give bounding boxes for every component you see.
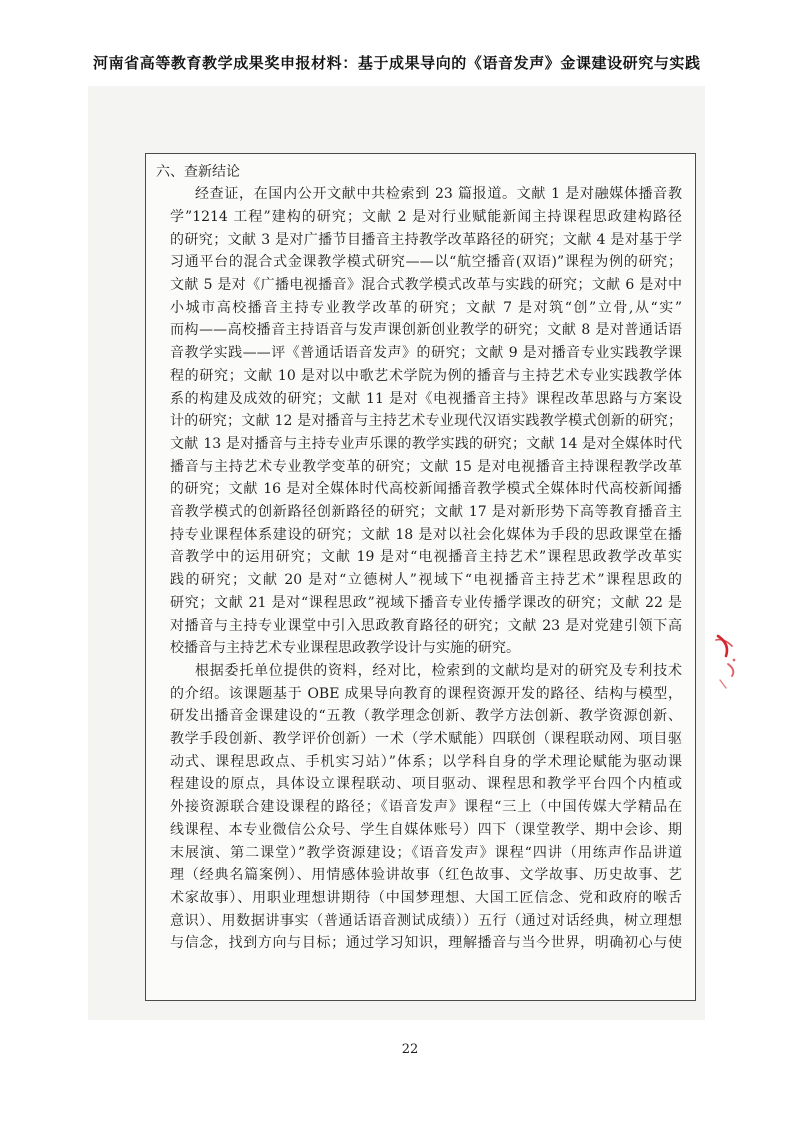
paragraph-line: 学”1214 工程”建构的研究；文献 2 是对行业赋能新闻主持课程思政建构路径	[170, 208, 682, 225]
paragraph-line: 持专业课程体系建设的研究；文献 18 是对以社会化媒体为手段的思政课堂在播	[170, 526, 682, 543]
paragraph-line: 的研究；文献 3 是对广播节目播音主持教学改革路径的研究；文献 4 是对基于学	[170, 231, 682, 248]
paragraph-line: 音教学中的运用研究；文献 19 是对“电视播音主持艺术”课程思政教学改革实	[170, 549, 682, 566]
paragraph-line: 文献 13 是对播音与主持专业声乐课的教学实践的研究；文献 14 是对全媒体时代	[170, 435, 682, 452]
paragraph-line: 程的研究；文献 10 是对以中歌艺术学院为例的播音与主持艺术专业实践教学体	[170, 367, 682, 384]
paragraph-line: 末展演、第二课堂）”教学资源建设；《语音发声》课程“四讲（用练声作品讲道	[170, 844, 682, 861]
paragraph-line: 外接资源联合建设课程的路径；《语音发声》课程“三上（中国传媒大学精品在	[170, 799, 682, 816]
paragraph-line: 理（经典名篇案例）、用情感体验讲故事（红色故事、文学故事、历史故事、艺	[170, 867, 682, 884]
paragraph-line: 与信念，找到方向与目标；通过学习知识，理解播音与当今世界，明确初心与使	[170, 935, 682, 952]
paragraph-line: 文献 5 是对《广播电视播音》混合式教学模式改革与实践的研究；文献 6 是对中	[170, 277, 682, 294]
paragraph-line: 对播音与主持专业课堂中引入思政教育路径的研究；文献 23 是对党建引领下高	[170, 617, 682, 634]
paragraph-line: 线课程、本专业微信公众号、学生自媒体账号）四下（课堂教学、期中会诊、期	[170, 821, 682, 838]
paragraph-line: 校播音与主持艺术专业课程思政教学设计与实施的研究。	[170, 640, 520, 657]
paragraph-line: 意识）、用数据讲事实（普通话语音测试成绩））五行（通过对话经典，树立理想	[170, 912, 682, 929]
paragraph-line: 音教学实践——评《普通话语音发声》的研究；文献 9 是对播音专业实践教学课	[170, 345, 682, 362]
page-number: 22	[401, 1042, 419, 1057]
conclusion-text	[156, 161, 682, 961]
paragraph-line: 小城市高校播音主持专业教学改革的研究；文献 7 是对筑“创”立骨,从“实”	[170, 299, 682, 316]
paragraph-line: 的介绍。该课题基于 OBE 成果导向教育的课程资源开发的路径、结构与模型，	[170, 685, 682, 702]
paragraph-line: 经查证，在国内公开文献中共检索到 23 篇报道。文献 1 是对融媒体播音教	[195, 186, 682, 203]
document-header-title: 河南省高等教育教学成果奖申报材料：基于成果导向的《语音发声》金课建设研究与实践	[93, 54, 700, 72]
paragraph-line: 而构——高校播音主持语音与发声课创新创业教学的研究；文献 8 是对普通话语	[170, 322, 682, 339]
red-seal-fragment	[712, 630, 746, 698]
paragraph-line: 系的构建及成效的研究；文献 11 是对《电视播音主持》课程改革思路与方案设	[170, 390, 682, 407]
paragraph-line: 术家故事）、用职业理想讲期待（中国梦理想、大国工匠信念、党和政府的喉舌	[170, 889, 682, 906]
paragraph-line: 习通平台的混合式金课教学模式研究——以“航空播音(双语)”课程为例的研究；	[170, 254, 682, 271]
paragraph-line: 程建设的原点，具体设立课程联动、项目驱动、课程思和教学平台四个内植或	[170, 776, 682, 793]
paragraph-line: 动式、课程思政点、手机实习站）”体系；以学科自身的学术理论赋能为驱动课	[170, 753, 682, 770]
paragraph-line: 播音与主持艺术专业教学变革的研究；文献 15 是对电视播音主持课程教学改革	[170, 458, 682, 475]
paragraph-line: 音教学模式的创新路径创新路径的研究；文献 17 是对新形势下高等教育播音主	[170, 504, 682, 521]
paragraph-line: 践的研究；文献 20 是对“立德树人”视域下“电视播音主持艺术”课程思政的	[170, 572, 682, 589]
paragraph-line: 的研究；文献 16 是对全媒体时代高校新闻播音教学模式全媒体时代高校新闻播	[170, 481, 682, 498]
paragraph-line: 教学手段创新、教学评价创新）一术（学术赋能）四联创（课程联动网、项目驱	[170, 731, 682, 748]
paragraph-line: 研发出播音金课建设的“五教（教学理念创新、教学方法创新、教学资源创新、	[170, 708, 682, 725]
paragraph-line: 根据委托单位提供的资料，经对比，检索到的文献均是对的研究及专利技术	[195, 662, 682, 679]
section-heading: 六、查新结论	[156, 163, 240, 180]
paragraph-line: 计的研究；文献 12 是对播音与主持艺术专业现代汉语实践教学模式创新的研究；	[170, 413, 682, 430]
paragraph-line: 研究；文献 21 是对“课程思政”视域下播音专业传播学课改的研究；文献 22 是	[170, 594, 682, 611]
